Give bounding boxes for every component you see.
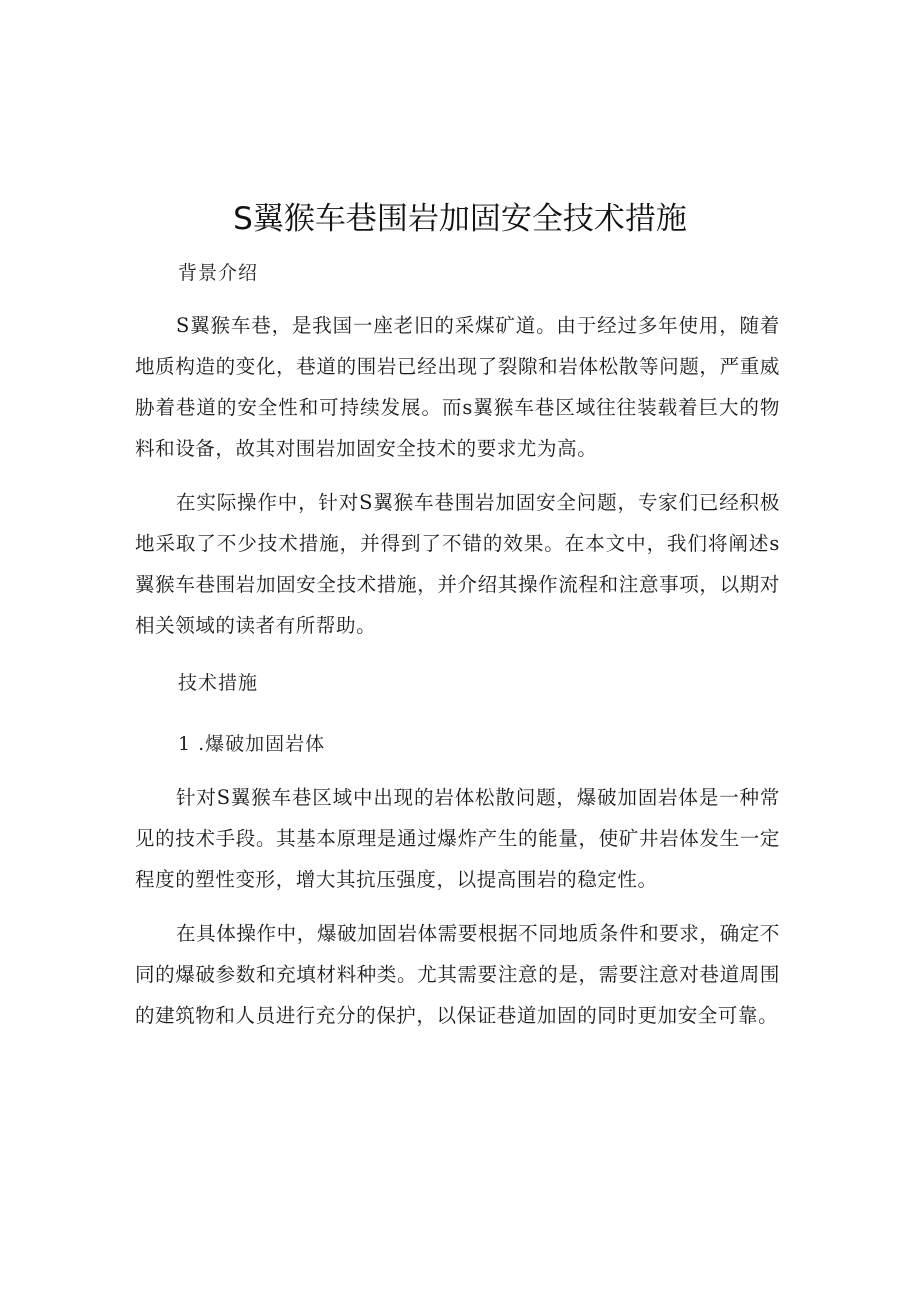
paragraph-background-2: 在实际操作中，针对S翼猴车巷围岩加固安全问题，专家们已经积极地采取了不少技术措施，并得到了不错的效果。在本文中，我们将阐述s翼猴车巷围岩加固安全技术措施，并介绍其操作流程和注意事项，以期对相关领域的读者有所帮助。: [135, 491, 780, 637]
document-title: S翼猴车巷围岩加固安全技术措施: [233, 201, 687, 237]
section-heading-background: 背景介绍: [178, 262, 259, 284]
section-heading-measures: 技术措施: [178, 672, 259, 694]
paragraph-blasting-2: 在具体操作中，爆破加固岩体需要根据不同地质条件和要求，确定不同的爆破参数和充填材料种类。尤其需要注意的是，需要注意对巷道周围的建筑物和人员进行充分的保护，以保证巷道加固的同时更加安全可靠。: [135, 922, 780, 1027]
subsection-heading-blasting: 1 .爆破加固岩体: [178, 733, 326, 755]
paragraph-blasting-1: 针对S翼猴车巷区域中出现的岩体松散问题，爆破加固岩体是一种常见的技术手段。其基本原理是通过爆炸产生的能量，使矿井岩体发生一定程度的塑性变形，增大其抗压强度，以提高围岩的稳定性。: [135, 786, 780, 891]
paragraph-background-1: S翼猴车巷，是我国一座老旧的采煤矿道。由于经过多年使用，随着地质构造的变化，巷道的围岩已经出现了裂隙和岩体松散等问题，严重威胁着巷道的安全性和可持续发展。而s翼猴车巷区域往往装载着巨大的物料和设备，故其对围岩加固安全技术的要求尤为高。: [135, 314, 780, 460]
